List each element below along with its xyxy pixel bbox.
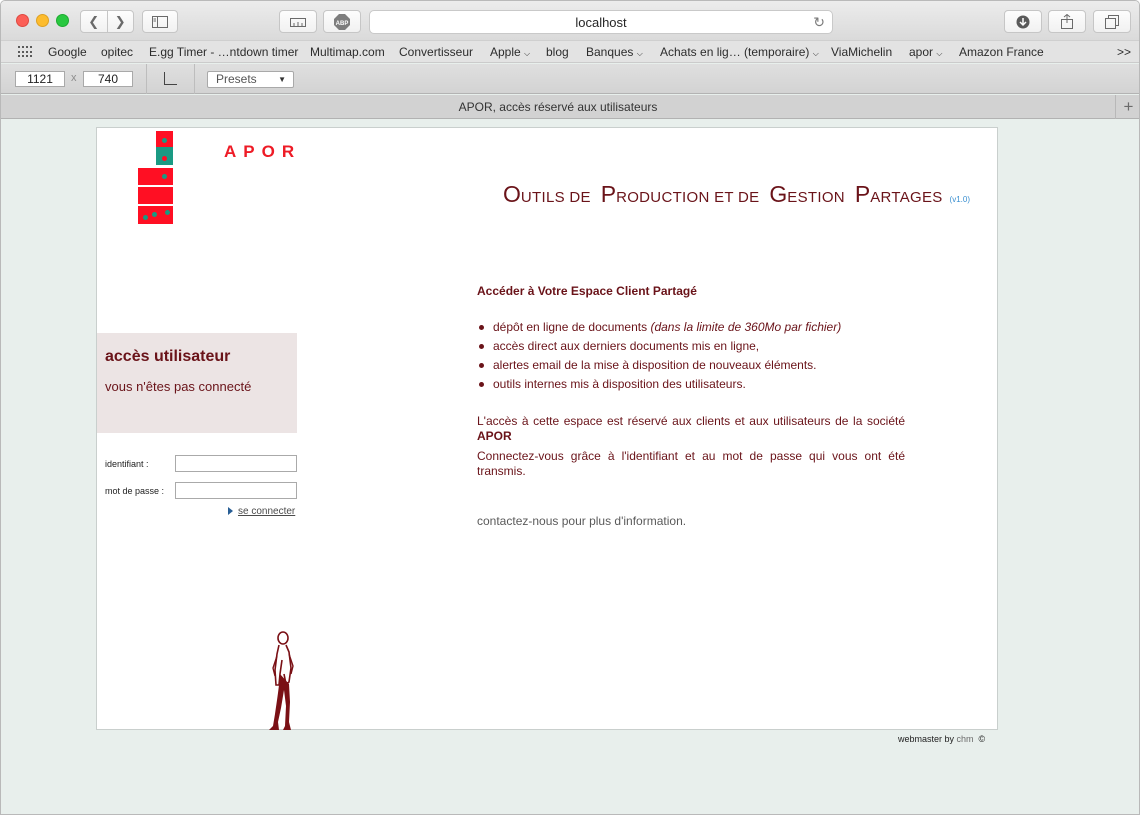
sidebar-icon (152, 16, 168, 28)
ruler-icon (290, 16, 306, 28)
url-text: localhost (575, 14, 627, 30)
page-panel (96, 127, 998, 730)
new-tab-button[interactable]: + (1115, 95, 1140, 119)
password-label: mot de passe : (105, 486, 165, 496)
adblock-icon (333, 13, 351, 31)
arrow-right-icon (228, 507, 233, 515)
connection-status: vous n'êtes pas connecté (105, 379, 252, 394)
downloads-button[interactable] (1004, 10, 1042, 33)
address-bar[interactable] (369, 10, 833, 34)
bookmark-banques[interactable]: Banques ⌵ (586, 45, 643, 59)
presets-select[interactable]: Presets ▼ (207, 71, 294, 88)
svg-text:ABP: ABP (335, 20, 349, 27)
tabs-icon (1105, 15, 1119, 29)
contact-link[interactable]: contactez-nous pour plus d'information. (477, 514, 687, 528)
access-paragraph: L'accès à cette espace est réservé aux clients et aux utilisateurs de la société APOR (477, 414, 905, 443)
list-item: outils internes mis à disposition des utilisateurs. (477, 375, 905, 394)
bookmarks-bar (1, 41, 1140, 63)
version-label: (v1.0) (949, 195, 970, 204)
user-box-title: accès utilisateur (105, 348, 231, 365)
bookmark-convertisseur[interactable]: Convertisseur (399, 45, 474, 59)
bookmark-opitec[interactable]: opitec (101, 45, 134, 59)
login-button[interactable]: se connecter (228, 506, 295, 517)
bookmark-amazon[interactable]: Amazon France (959, 45, 1044, 59)
back-button[interactable] (81, 11, 107, 32)
responsive-toolbar (1, 64, 1140, 94)
share-button[interactable] (1048, 10, 1086, 33)
chevron-right-icon: ❯ (114, 13, 126, 29)
list-item: dépôt en ligne de documents (dans la limite de 360Mo par fichier) (477, 318, 905, 337)
webmaster-link[interactable]: chm (956, 734, 974, 744)
feature-list (477, 318, 905, 394)
active-tab[interactable]: APOR, accès réservé aux utilisateurs (458, 100, 658, 114)
chevron-down-icon: ⌵ (936, 49, 943, 58)
nav-buttons (80, 10, 134, 33)
chevron-down-icon: ⌵ (524, 49, 531, 58)
page-viewport (1, 120, 1140, 815)
top-sites-icon[interactable] (18, 46, 32, 58)
tabs-overview-button[interactable] (1093, 10, 1131, 33)
title-bar (1, 1, 1140, 41)
download-icon (1016, 15, 1030, 29)
toolbar-divider (194, 64, 195, 94)
bookmark-viamichelin[interactable]: ViaMichelin (831, 45, 893, 59)
bookmark-google[interactable]: Google (48, 45, 87, 59)
bookmarks-overflow-button[interactable]: >> (1117, 45, 1132, 59)
company-name: APOR (477, 429, 512, 443)
dimension-separator: x (71, 72, 77, 84)
connect-paragraph: Connectez-vous grâce à l'identifiant et au mot de passe qui vous ont été transmis. (477, 449, 905, 478)
copyright-symbol: © (978, 734, 986, 744)
walking-man-illustration (267, 630, 297, 732)
chevron-down-icon: ⌵ (636, 49, 643, 58)
page-title: OUTILS DE PRODUCTION ET DE GESTION PARTAGES (v1.0) (503, 181, 970, 207)
apor-logo (138, 131, 302, 226)
caret-down-icon: ▼ (278, 75, 286, 84)
bookmark-apple[interactable]: Apple ⌵ (490, 45, 531, 59)
password-input[interactable] (175, 482, 297, 499)
ruler-button[interactable] (279, 10, 317, 33)
sidebar-toggle-button[interactable] (142, 10, 178, 33)
logo-text: APOR (224, 142, 302, 161)
bookmark-egg-timer[interactable]: E.gg Timer - …ntdown timer (149, 45, 299, 59)
identifiant-label: identifiant : (105, 459, 149, 469)
viewport-width-field[interactable]: 1121 (15, 71, 65, 87)
list-item: accès direct aux derniers documents mis en ligne, (477, 337, 905, 356)
bookmark-achats[interactable]: Achats en lig… (temporaire) ⌵ (660, 45, 819, 59)
viewport-height-field[interactable]: 740 (83, 71, 133, 87)
bookmark-multimap[interactable]: Multimap.com (310, 45, 385, 59)
footer: webmaster by chm © (898, 734, 986, 744)
chevron-down-icon: ⌵ (812, 49, 819, 58)
toolbar-divider (146, 64, 147, 94)
user-status-box (97, 333, 297, 433)
identifiant-input[interactable] (175, 455, 297, 472)
main-content (477, 284, 905, 528)
tab-bar (1, 95, 1140, 119)
minimize-window-button[interactable] (36, 14, 49, 27)
list-item: alertes email de la mise à disposition de nouveaux éléments. (477, 356, 905, 375)
adblock-button[interactable] (323, 10, 361, 33)
chevron-left-icon: ❮ (88, 13, 100, 29)
bookmark-blog[interactable]: blog (546, 45, 569, 59)
section-title: Accéder à Votre Espace Client Partagé (477, 284, 697, 298)
close-window-button[interactable] (16, 14, 29, 27)
share-icon (1061, 14, 1073, 29)
bookmark-apor[interactable]: apor ⌵ (909, 45, 943, 59)
reload-icon[interactable]: ↻ (813, 14, 825, 30)
orientation-icon[interactable] (164, 72, 177, 85)
forward-button[interactable] (107, 11, 134, 32)
zoom-window-button[interactable] (56, 14, 69, 27)
